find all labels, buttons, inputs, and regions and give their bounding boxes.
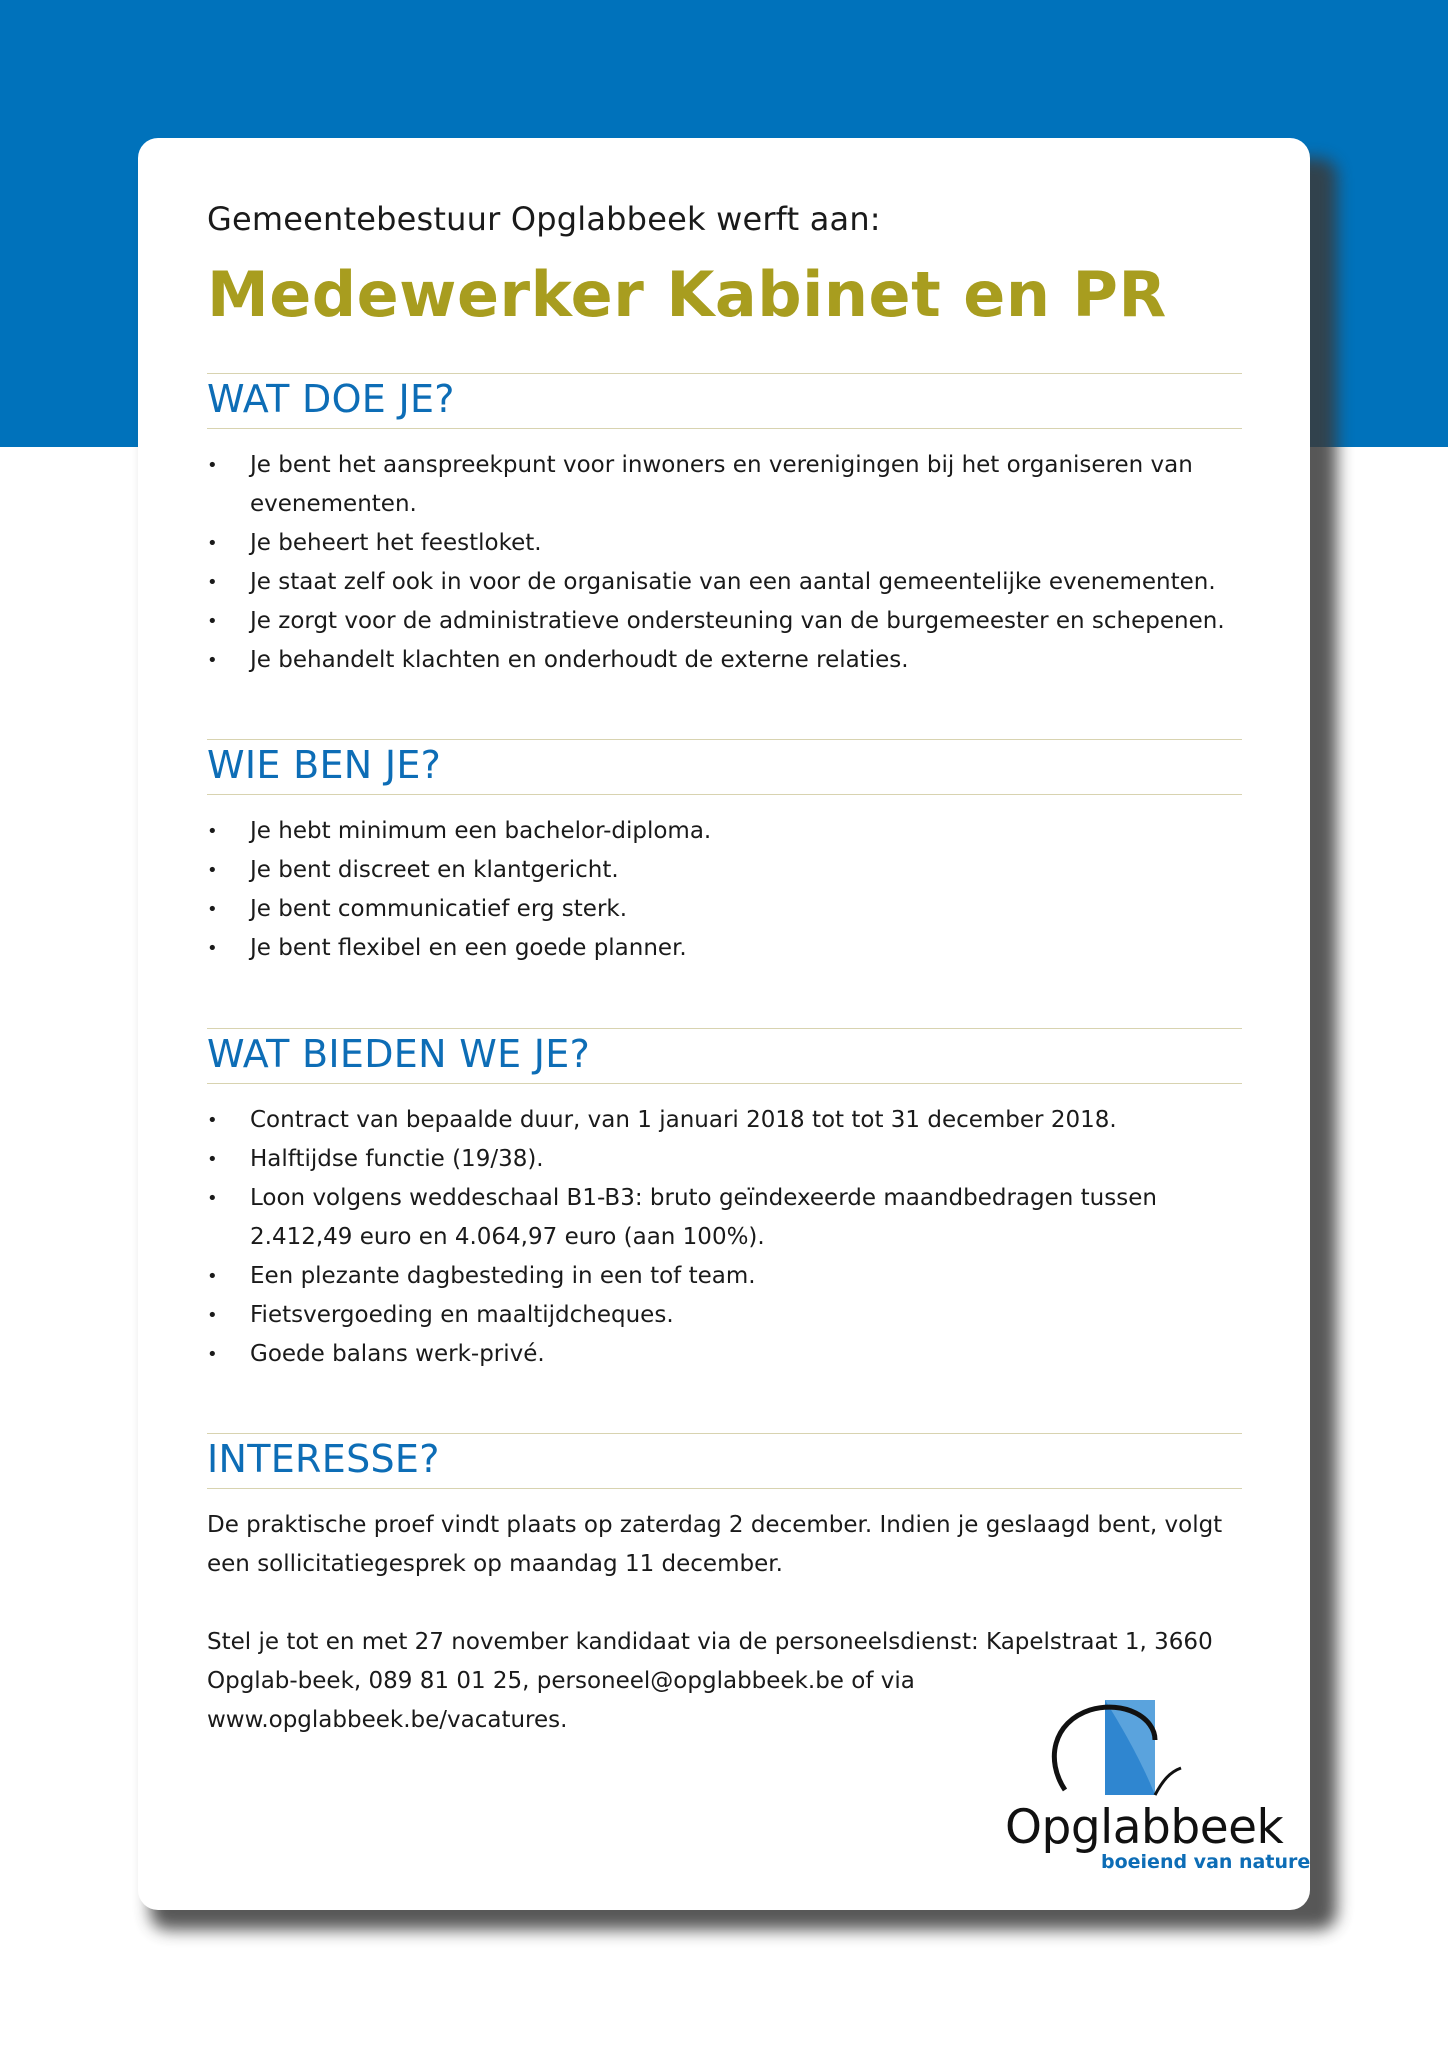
list-item: • Je behandelt klachten en onderhoudt de externe relaties. [207, 641, 1247, 680]
section-rule-top [207, 739, 1242, 740]
list-wat-bieden-we-je [207, 1101, 1247, 1374]
intro-text: Gemeentebestuur Opglabbeek werft aan: [207, 200, 881, 238]
list-item: • Fietsvergoeding en maaltijdcheques. [207, 1296, 1247, 1335]
section-rule-top [207, 373, 1242, 374]
section-rule-top [207, 1433, 1242, 1434]
list-item: • Je hebt minimum een bachelor-diploma. [207, 812, 1247, 851]
list-item: • Contract van bepaalde duur, van 1 januari 2018 tot tot 31 december 2018. [207, 1101, 1247, 1140]
section-rule-bottom [207, 428, 1242, 429]
interesse-paragraph-2: Stel je tot en met 27 november kandidaat via de personeelsdienst: Kapelstraat 1, 3660 Opglab-beek, 089 81 01 25, personeel@opglabbeek.be of via www.opglabbeek.be/vacatures. [207, 1629, 1213, 1733]
list-item: • Je beheert het feestloket. [207, 524, 1247, 563]
list-item: • Je bent flexibel en een goede planner. [207, 929, 1247, 968]
interesse-paragraph-1: De praktische proef vindt plaats op zaterdag 2 december. Indien je geslaagd bent, volgt een sollicitatiegesprek op maandag 11 december. [207, 1512, 1223, 1577]
section-rule-bottom [207, 1488, 1242, 1489]
list-item: • Je staat zelf ook in voor de organisatie van een aantal gemeentelijke evenementen. [207, 563, 1247, 602]
list-item: • Halftijdse functie (19/38). [207, 1140, 1247, 1179]
list-item: • Loon volgens weddeschaal B1-B3: bruto geïndexeerde maandbedragen tussen 2.412,49 euro en 4.064,97 euro (aan 100%). [207, 1179, 1247, 1257]
page-title: Medewerker Kabinet en PR [207, 258, 1167, 331]
section-heading-interesse: INTERESSE? [207, 1437, 440, 1481]
list-item: • Je bent discreet en klantgericht. [207, 851, 1247, 890]
logo-tagline: boeiend van nature [1101, 1851, 1311, 1873]
section-rule-top [207, 1028, 1242, 1029]
logo-wordmark: Opglabbeek [1005, 1800, 1284, 1855]
section-heading-wat-bieden-we-je: WAT BIEDEN WE JE? [207, 1032, 591, 1076]
section-heading-wat-doe-je: WAT DOE JE? [207, 377, 455, 421]
list-wat-doe-je [207, 446, 1247, 680]
list-item: • Goede balans werk-privé. [207, 1335, 1247, 1374]
list-wie-ben-je [207, 812, 1247, 968]
section-rule-bottom [207, 1083, 1242, 1084]
list-item: • Je zorgt voor de administratieve ondersteuning van de burgemeester en schepenen. [207, 602, 1247, 641]
section-rule-bottom [207, 794, 1242, 795]
list-item: • Je bent communicatief erg sterk. [207, 890, 1247, 929]
list-item: • Je bent het aanspreekpunt voor inwoners en verenigingen bij het organiseren van evenementen. [207, 446, 1247, 524]
list-item: • Een plezante dagbesteding in een tof team. [207, 1257, 1247, 1296]
section-heading-wie-ben-je: WIE BEN JE? [207, 743, 442, 787]
